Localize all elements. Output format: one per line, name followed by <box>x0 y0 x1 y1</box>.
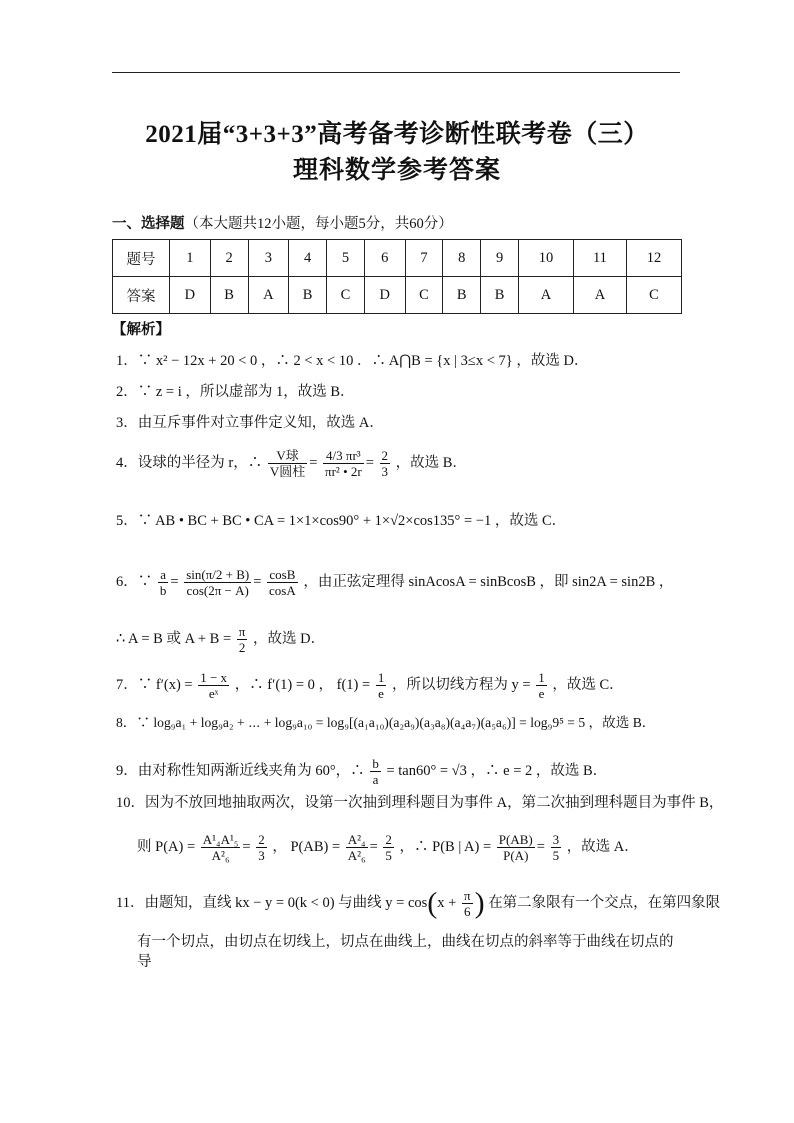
answer-cell: C <box>327 277 365 314</box>
s6-line2-tail: ，故选 D． <box>252 630 326 647</box>
solution-1: 1．∵ x² − 12x + 20 < 0 ，∴ 2 < x < 10 ．∴ A⋂B = {x | 3≤x < 7} ，故选 D． <box>116 353 589 369</box>
s7-derivative: $\frac{1 - x}{\text{eˣ}}$ <box>200 670 228 701</box>
s6-pi-over-2: $\frac{\pi}{2}$ <box>238 624 246 655</box>
s10-pab: ， P(AB) = <box>272 838 341 855</box>
s10-res3: $\frac{3}{5}$ <box>552 832 560 863</box>
question-number: 3 <box>248 240 289 277</box>
page-title: 2021届“3+3+3”高考备考诊断性联考卷（三） <box>145 121 649 148</box>
s4-formula: $\frac{\text{4/3 πr³}}{\text{πr² • 2r}}$ <box>325 448 362 479</box>
solution-6: 6．∵ $\frac{a}{b}$ = $\frac{\sin(\pi/2 + B)}{\cos(2\pi - A)}$ = $\frac{\cos B}{\cos A}$ ，由正弦定理得 sinAcosA = sinBcosB ，即 sin2A = sin2B ， <box>116 567 674 598</box>
s10-pa: 则 P(A) = <box>137 838 196 855</box>
s10-res2: $\frac{2}{5}$ <box>385 832 392 863</box>
answer-cell: C <box>626 277 681 314</box>
question-number: 6 <box>364 240 405 277</box>
s11-rparen: ) <box>474 886 485 920</box>
section-heading-note: （本大题共12小题，每小题5分，共60分） <box>184 216 453 232</box>
solution-7 <box>116 670 624 701</box>
s7-text: 7．∵ f′(x) = <box>116 676 193 693</box>
s6-text: 6．∵ <box>116 573 153 590</box>
row-label: 题号 <box>113 240 170 277</box>
s7-tail: ，故选 C． <box>552 676 624 693</box>
s6-line2: ∴ A = B 或 A + B = <box>116 630 232 647</box>
solution-3: 3．由互斥事件对立事件定义知，故选 A． <box>116 415 384 431</box>
answer-cell: A <box>573 277 626 314</box>
answer-cell: B <box>210 277 248 314</box>
question-number: 12 <box>626 240 681 277</box>
analysis-label: 【解析】 <box>112 322 170 338</box>
answer-cell: B <box>481 277 519 314</box>
s6-tail: ，由正弦定理得 sinAcosA = sinBcosB ，即 sin2A = sin2B ， <box>303 573 674 590</box>
question-number: 11 <box>573 240 626 277</box>
answer-cell: D <box>364 277 405 314</box>
table-row-numbers <box>113 240 682 277</box>
solution-8: 8．∵ log₉a₁ + log₉a₂ + ⋯ + log₉a₁₀ = log₉[(a₁a₁₀)(a₂a₉)(a₃a₈)(a₄a₇)(a₅a₆)] = log₉9⁵ = 5 ，故选 B． <box>116 715 656 730</box>
question-number: 1 <box>170 240 211 277</box>
s4-result: $\frac{2}{3}$ <box>381 448 389 479</box>
s6-sin-over-cos: $\frac{\sin(\pi/2 + B)}{\cos(2\pi - A)}$ <box>186 567 250 598</box>
s11-x: x + <box>437 894 457 911</box>
s11-pi-over-6: $\frac{\pi}{6}$ <box>463 888 471 919</box>
answer-cell: A <box>518 277 573 314</box>
question-number: 10 <box>518 240 573 277</box>
solution-5: 5．∵ AB • BC + BC • CA = 1×1×cos90° + 1×√2×cos135° = −1 ，故选 C． <box>116 513 567 529</box>
s4-tail: ，故选 B． <box>395 454 467 471</box>
answer-cell: B <box>443 277 481 314</box>
s7-one-over-e: $\frac{1}{e}$ <box>377 670 385 701</box>
s9-b-over-a: $\frac{b}{a}$ <box>372 756 379 787</box>
solution-4: 4．设球的半径为 r，∴ $\frac{\text{V球}}{\text{V圆柱}}$ = $\frac{\text{4/3 πr³}}{\text{πr² • 2r}}$ = $\frac{2}{3}$ ，故选 B． <box>116 448 467 479</box>
question-number: 7 <box>405 240 443 277</box>
solution-10: 10．因为不放回地抽取两次，设第一次抽到理科题目为事件 A，第二次抽到理科题目为事件 B， <box>116 795 724 811</box>
answer-cell: D <box>170 277 211 314</box>
solution-6-cont <box>116 624 325 655</box>
solution-2: 2．∵ z = i ，所以虚部为 1，故选 B． <box>116 384 355 400</box>
header-rule <box>112 72 680 73</box>
solution-11-cont: 有一个切点，由切点在切线上，切点在曲线上，曲线在切点的斜率等于曲线在切点的导 <box>137 934 674 970</box>
s10-pba: ，∴ P(B | A) = <box>399 838 492 855</box>
s6-cos-ratio: $\frac{\cos B}{\cos A}$ <box>269 567 296 598</box>
s11-lparen: ( <box>427 886 438 920</box>
s9-tail: = tan60° = √3 ，∴ e = 2 ，故选 B． <box>386 762 608 779</box>
s4-volume-ratio: $\frac{\text{V球}}{\text{V圆柱}}$ <box>269 448 306 479</box>
s11-tail: 在第二象限有一个交点，在第四象限 <box>488 894 721 911</box>
s9-text: 9．由对称性知两渐近线夹角为 60°，∴ <box>116 762 365 779</box>
page-subtitle: 理科数学参考答案 <box>292 157 501 184</box>
s10-tail: ，故选 A． <box>566 838 639 855</box>
s6-a-over-b: $\frac{a}{b}$ <box>159 567 167 598</box>
answer-table <box>112 239 682 314</box>
answer-cell: A <box>248 277 289 314</box>
question-number: 8 <box>443 240 481 277</box>
question-number: 5 <box>327 240 365 277</box>
s7-mid2: ，所以切线方程为 y = <box>391 676 531 693</box>
row-label: 答案 <box>113 277 170 314</box>
s4-text: 4．设球的半径为 r，∴ <box>116 454 263 471</box>
s7-mid: ，∴ f′(1) = 0 ， f(1) = <box>234 676 371 693</box>
solution-9 <box>116 756 607 787</box>
question-number: 4 <box>289 240 327 277</box>
answer-cell: B <box>289 277 327 314</box>
s7-tangent: $\frac{1}{e}$ <box>538 670 545 701</box>
table-row-answers <box>113 277 682 314</box>
section-heading <box>112 212 453 233</box>
s10-res1: $\frac{2}{3}$ <box>258 832 265 863</box>
s10-frac2: $\frac{\text{A²₄}}{\text{A²₆}}$ <box>347 832 366 863</box>
solution-10-cont: 则 P(A) = $\frac{\text{A¹₄A¹₅}}{\text{A²₆}}$ = $\frac{2}{3}$ ， P(AB) = $\frac{\text{A²₄}}{\text{A²₆}}$ = $\frac{2}{5}$ ，∴ P(B | A) = $\frac{P(AB)}{P(A)}$ = $\frac{3}{5}$ ，故选 A． <box>137 832 639 863</box>
question-number: 9 <box>481 240 519 277</box>
solution-11 <box>116 888 720 919</box>
answer-cell: C <box>405 277 443 314</box>
question-number: 2 <box>210 240 248 277</box>
s11-text: 11．由题知，直线 kx − y = 0(k < 0) 与曲线 y = cos <box>116 894 428 911</box>
section-heading-label: 一、选择题 <box>112 216 185 232</box>
s10-frac1: $\frac{\text{A¹₄A¹₅}}{\text{A²₆}}$ <box>202 832 239 863</box>
s10-frac3: $\frac{P(AB)}{P(A)}$ <box>498 832 533 863</box>
